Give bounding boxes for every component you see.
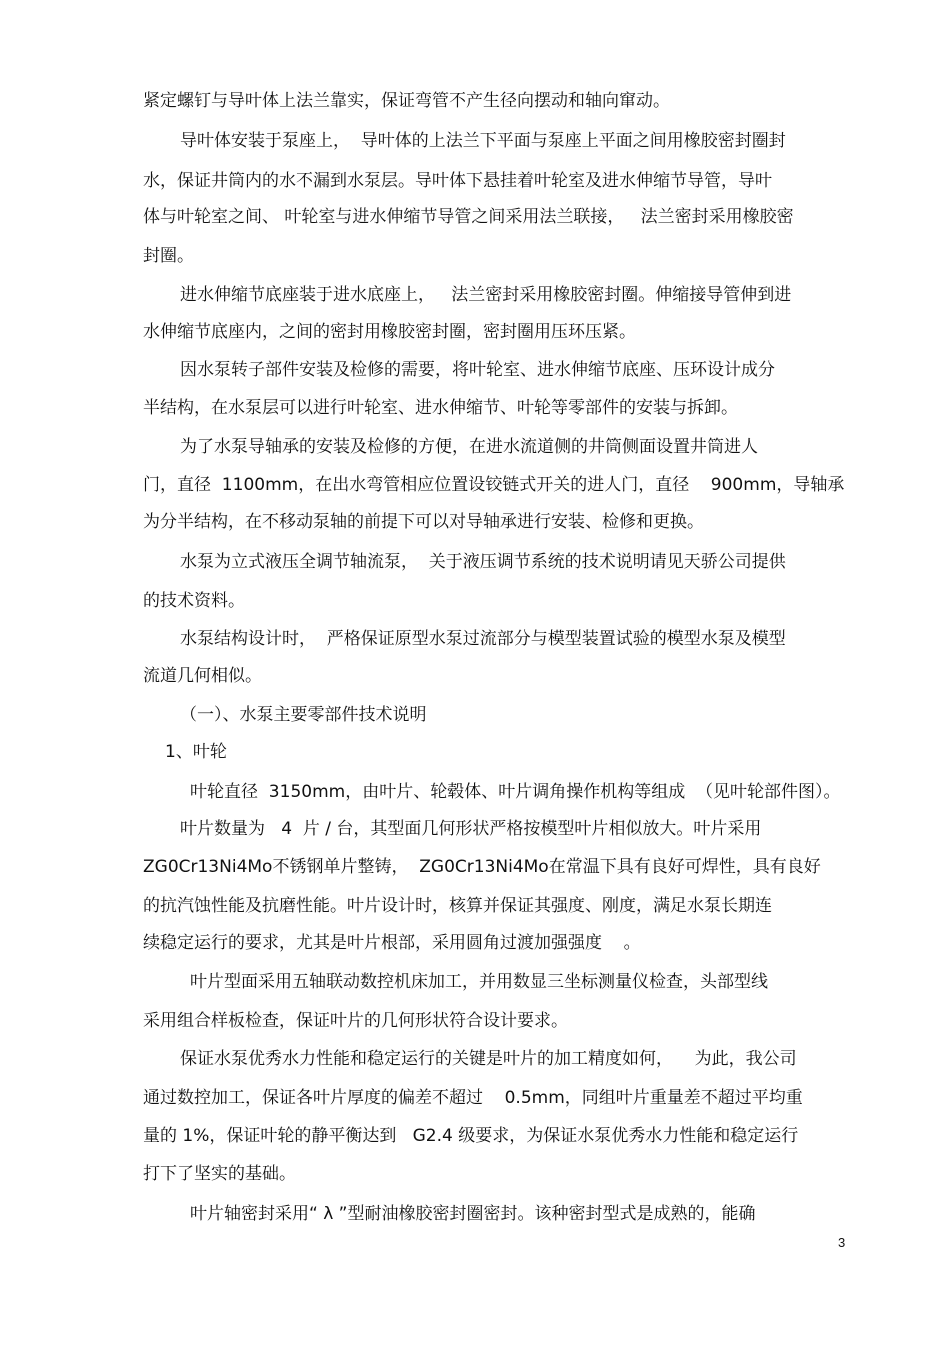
subsection-heading: 1、叶轮: [165, 742, 227, 762]
text-line: 封圈。: [143, 246, 194, 266]
text-line: 水，保证井筒内的水不漏到水泵层。导叶体下悬挂着叶轮室及进水伸缩节导管，导叶: [143, 171, 772, 191]
page-number: 3: [838, 1235, 846, 1250]
text-line: 水泵为立式液压全调节轴流泵， 关于液压调节系统的技术说明请见天骄公司提供: [180, 552, 786, 572]
text-line: 为了水泵导轴承的安装及检修的方便，在进水流道侧的井筒侧面设置井筒进人: [180, 437, 758, 457]
section-heading: （一）、水泵主要零部件技术说明: [180, 705, 427, 725]
text-line: 紧定螺钉与导叶体上法兰靠实，保证弯管不产生径向摆动和轴向窜动。: [143, 91, 670, 111]
text-line: 门，直径 1100mm，在出水弯管相应位置设铰链式开关的进人门，直径 900mm，导轴承: [143, 475, 845, 495]
text-line: 水泵结构设计时， 严格保证原型水泵过流部分与模型装置试验的模型水泵及模型: [180, 629, 786, 649]
text-line: 导叶体安装于泵座上， 导叶体的上法兰下平面与泵座上平面之间用橡胶密封圈封: [180, 131, 786, 151]
text-line: 叶轮直径 3150mm，由叶片、轮毂体、叶片调角操作机构等组成 （见叶轮部件图）。: [190, 782, 841, 802]
text-line: 进水伸缩节底座装于进水底座上， 法兰密封采用橡胶密封圈。伸缩接导管伸到进: [180, 285, 792, 305]
text-line: 的抗汽蚀性能及抗磨性能。叶片设计时，核算并保证其强度、刚度，满足水泵长期连: [143, 896, 772, 916]
text-line: 通过数控加工，保证各叶片厚度的偏差不超过 0.5mm，同组叶片重量差不超过平均重: [143, 1088, 803, 1108]
text-line: 续稳定运行的要求，尤其是叶片根部，采用圆角过渡加强强度 。: [143, 933, 641, 953]
text-line: 打下了坚实的基础。: [143, 1164, 296, 1184]
text-line: 的技术资料。: [143, 591, 245, 611]
text-line: 量的 1%，保证叶轮的静平衡达到 G2.4 级要求，为保证水泵优秀水力性能和稳定运行: [143, 1126, 799, 1146]
text-line: 为分半结构，在不移动泵轴的前提下可以对导轴承进行安装、检修和更换。: [143, 512, 704, 532]
text-line: 采用组合样板检查，保证叶片的几何形状符合设计要求。: [143, 1011, 568, 1031]
text-line: 流道几何相似。: [143, 666, 262, 686]
text-line: 叶片轴密封采用“ λ ”型耐油橡胶密封圈密封。该种密封型式是成熟的，能确: [190, 1204, 756, 1224]
text-line: 水伸缩节底座内，之间的密封用橡胶密封圈，密封圈用压环压紧。: [143, 322, 636, 342]
text-line: 半结构，在水泵层可以进行叶轮室、进水伸缩节、叶轮等零部件的安装与拆卸。: [143, 398, 738, 418]
text-line: 叶片型面采用五轴联动数控机床加工，并用数显三坐标测量仪检查，头部型线: [190, 972, 768, 992]
text-line: 保证水泵优秀水力性能和稳定运行的关键是叶片的加工精度如何， 为此，我公司: [180, 1049, 797, 1069]
text-line: 叶片数量为 4 片 / 台，其型面几何形状严格按模型叶片相似放大。叶片采用: [180, 819, 762, 839]
text-line: 体与叶轮室之间、 叶轮室与进水伸缩节导管之间采用法兰联接， 法兰密封采用橡胶密: [143, 207, 794, 227]
text-line: 因水泵转子部件安装及检修的需要，将叶轮室、进水伸缩节底座、压环设计成分: [180, 360, 775, 380]
text-line: ZG0Cr13Ni4Mo不锈钢单片整铸， ZG0Cr13Ni4Mo在常温下具有良好可焊性，具有良好: [143, 857, 821, 877]
